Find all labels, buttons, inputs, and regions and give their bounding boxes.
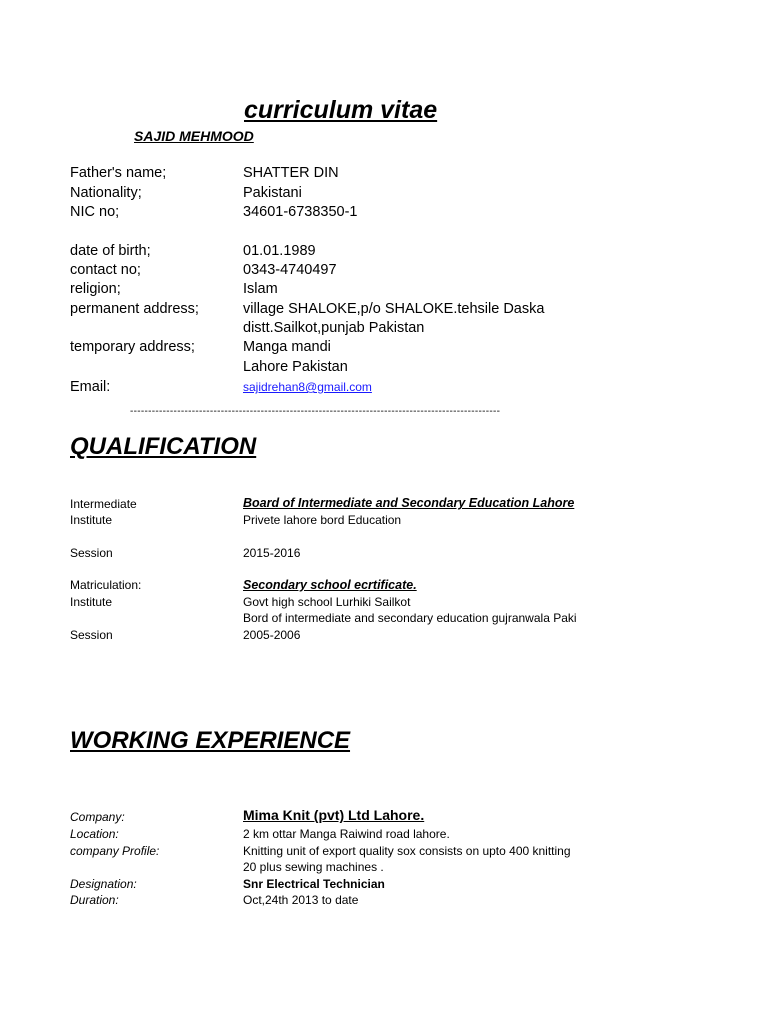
candidate-name: SAJID MEHMOOD: [134, 128, 254, 144]
value-matriculation: Secondary school ecrtificate.: [243, 578, 417, 592]
value-location: 2 km ottar Manga Raiwind road lahore.: [243, 827, 450, 841]
label-session-matric: Session: [70, 628, 113, 642]
label-location: Location:: [70, 827, 119, 841]
value-board-matric: Bord of intermediate and secondary education gujranwala Paki: [243, 611, 577, 625]
qualification-heading: QUALIFICATION: [70, 433, 257, 460]
value-contact: 0343-4740497: [243, 262, 337, 278]
label-intermediate: Intermediate: [70, 497, 137, 511]
label-religion: religion;: [70, 281, 121, 297]
label-email: Email:: [70, 379, 111, 395]
label-contact: contact no;: [70, 262, 141, 278]
value-intermediate-board: Board of Intermediate and Secondary Education Lahore: [243, 496, 575, 510]
value-institute-matric: Govt high school Lurhiki Sailkot: [243, 595, 411, 609]
document-title: curriculum vitae: [244, 96, 438, 124]
label-nationality: Nationality;: [70, 185, 142, 201]
label-date-of-birth: date of birth;: [70, 243, 151, 259]
label-nic: NIC no;: [70, 204, 120, 220]
label-institute-matric: Institute: [70, 595, 113, 609]
value-session: 2015-2016: [243, 546, 301, 560]
value-institute: Privete lahore bord Education: [243, 513, 402, 527]
value-temporary-address: Manga mandi: [243, 339, 331, 355]
experience-heading: WORKING EXPERIENCE: [70, 727, 351, 754]
value-company: Mima Knit (pvt) Ltd Lahore.: [243, 807, 425, 823]
value-designation: Snr Electrical Technician: [243, 877, 385, 891]
label-designation: Designation:: [70, 877, 137, 891]
label-company: Company:: [70, 810, 125, 824]
label-fathers-name: Father's name;: [70, 165, 167, 181]
value-date-of-birth: 01.01.1989: [243, 243, 316, 259]
label-matriculation: Matriculation:: [70, 578, 142, 592]
label-institute: Institute: [70, 513, 113, 527]
label-duration: Duration:: [70, 893, 119, 907]
value-fathers-name: SHATTER DIN: [243, 165, 339, 181]
value-company-profile: Knitting unit of export quality sox consists on upto 400 knitting: [243, 844, 571, 858]
value-temporary-address-line2: Lahore Pakistan: [243, 359, 348, 375]
label-permanent-address: permanent address;: [70, 301, 199, 317]
value-permanent-address: village SHALOKE,p/o SHALOKE.tehsile Daska: [243, 301, 545, 317]
value-duration: Oct,24th 2013 to date: [243, 893, 359, 907]
value-nic: 34601-6738350-1: [243, 204, 358, 220]
value-session-matric: 2005-2006: [243, 628, 301, 642]
label-temporary-address: temporary address;: [70, 339, 195, 355]
section-divider: ------------------------------------------------------------------------------------------------------: [130, 406, 501, 417]
value-company-profile-line2: 20 plus sewing machines .: [243, 860, 384, 874]
value-nationality: Pakistani: [243, 185, 302, 201]
value-permanent-address-line2: distt.Sailkot,punjab Pakistan: [243, 320, 425, 336]
value-religion: Islam: [243, 281, 278, 297]
email-link[interactable]: sajidrehan8@gmail.com: [243, 380, 372, 394]
label-company-profile: company Profile:: [70, 844, 160, 858]
label-session: Session: [70, 546, 113, 560]
